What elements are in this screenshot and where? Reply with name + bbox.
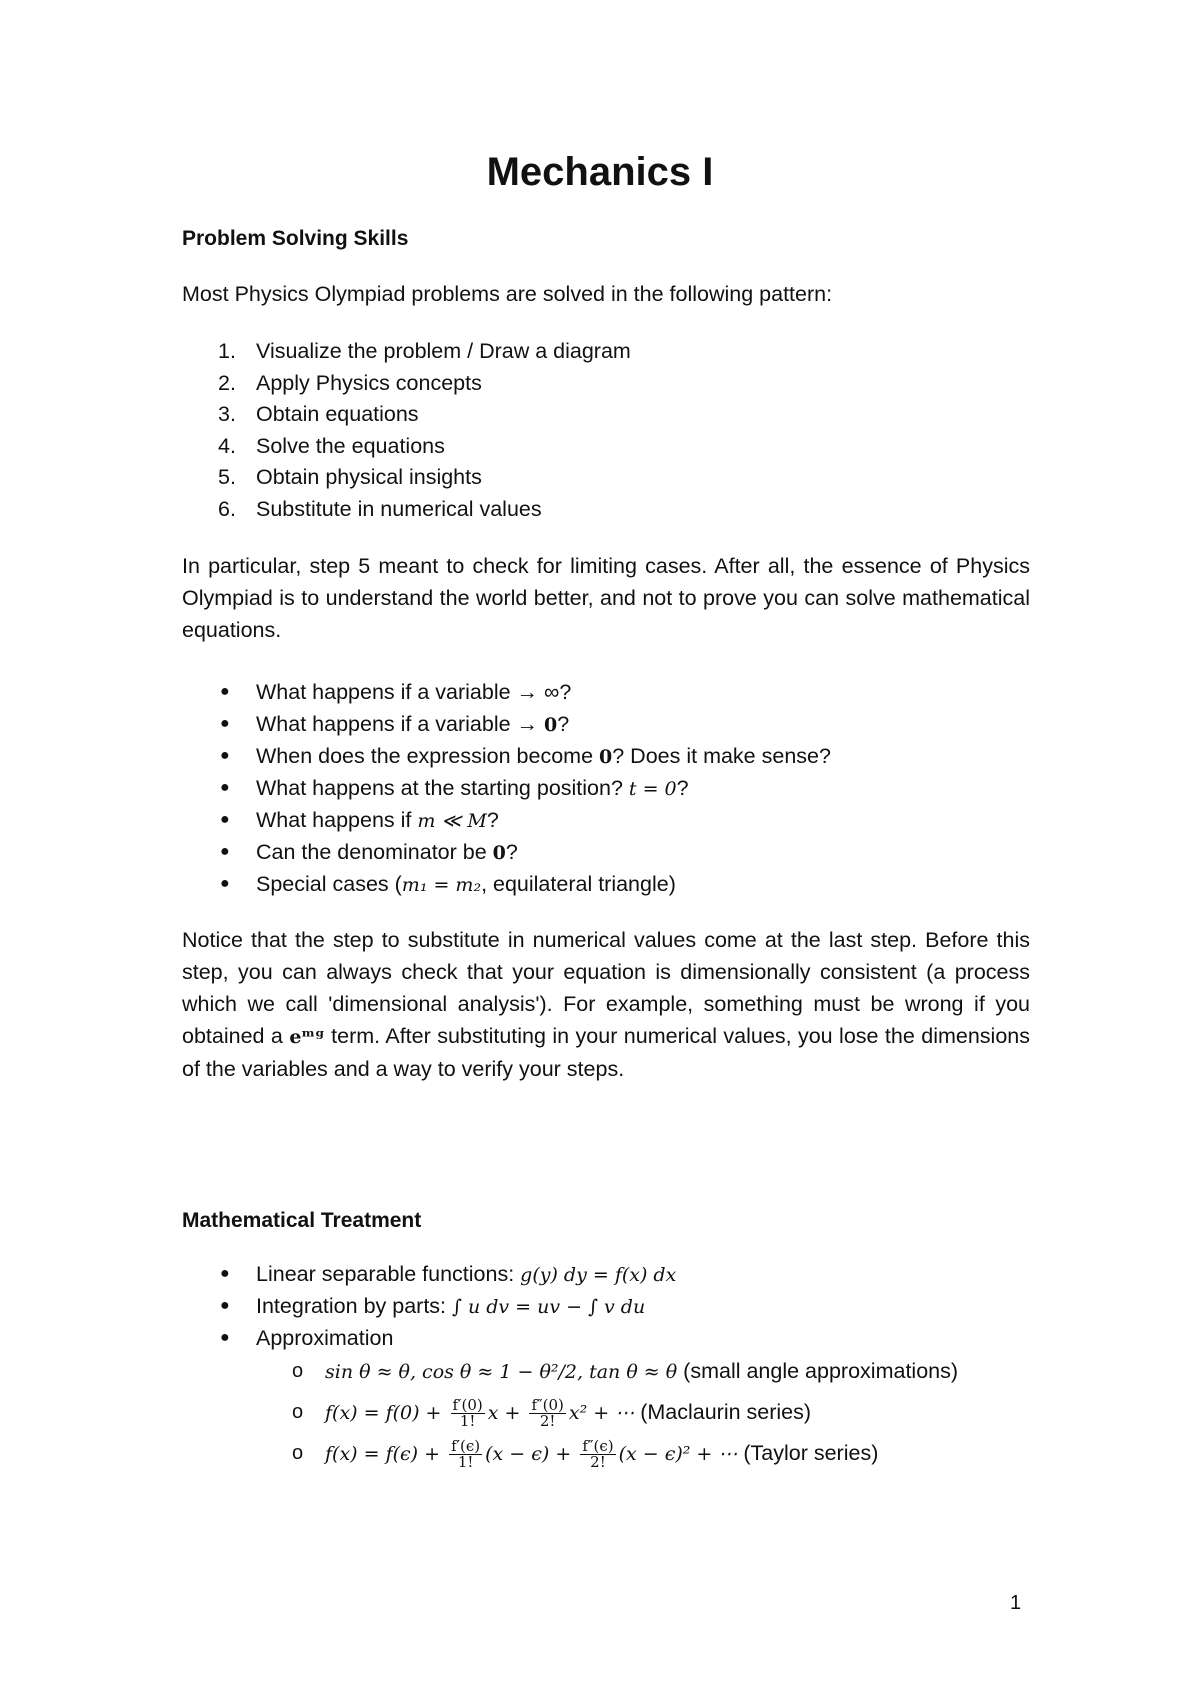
bullet-icon: ●: [220, 747, 230, 764]
list-item: ● What happens if m ≪ M?: [182, 804, 831, 836]
list-item: 6. Substitute in numerical values: [218, 496, 542, 521]
fraction: $\frac{f''(\epsilon)}{2!}$: [582, 1436, 614, 1471]
list-item: ● When does the expression become 0? Does it make sense?: [182, 740, 831, 772]
bullet-icon: ●: [220, 843, 230, 860]
list-item: 2. Apply Physics concepts: [218, 370, 482, 395]
bullet-icon: ●: [220, 715, 230, 732]
fraction: $\frac{f''(0)}{2!}$: [531, 1395, 564, 1430]
circle-bullet-icon: o: [292, 1360, 304, 1382]
fraction: $\frac{f'(\epsilon)}{1!}$: [451, 1436, 481, 1471]
bullet-icon: ●: [220, 683, 230, 700]
list-item: ● Linear separable functions: g(y) dy = f(x) dx: [182, 1258, 676, 1290]
list-item: ● Approximation: [182, 1322, 676, 1354]
page-title: Mechanics I: [486, 150, 714, 194]
list-item: 4. Solve the equations: [218, 433, 445, 458]
bullet-icon: ●: [220, 1297, 230, 1314]
intro-text: Most Physics Olympiad problems are solved in the following pattern:: [182, 282, 833, 306]
math-treatment-list: [182, 1258, 676, 1354]
bullet-icon: ●: [220, 811, 230, 828]
list-item: ● What happens if a variable → 0?: [182, 708, 831, 740]
list-item: ● Integration by parts: ∫ u dv = uv − ∫ v du: [182, 1290, 676, 1322]
list-item: ● Special cases (m₁ = m₂, equilateral triangle): [182, 868, 831, 900]
limiting-cases-list: [182, 676, 831, 900]
list-item: ● What happens at the starting position? t = 0?: [182, 772, 831, 804]
dimensional-analysis-paragraph: Notice that the step to substitute in numerical values come at the last step. Before this step, you can always check that your equation is dimensionally consistent (a process which we call 'dimensional analysis'). For example, something must be wrong if you obtained a eᵐᵍ term. After substituting in your numerical values, you lose the dimensions of the variables and a way to verify your steps.: [182, 928, 1030, 1081]
list-item: o f(x) = f(0) + $\frac{f'(0)}{1!}$ x + $\frac{f''(0)}{2!}$ x² + ⋯ (Maclaurin series): [182, 1392, 958, 1433]
bullet-icon: ●: [220, 779, 230, 796]
bullet-icon: ●: [220, 1329, 230, 1346]
section-heading-problem-solving: Problem Solving Skills: [182, 227, 409, 250]
list-item: o sin θ ≈ θ, cos θ ≈ 1 − θ²/2, tan θ ≈ θ (small angle approximations): [182, 1351, 958, 1392]
page-number: 1: [1010, 1592, 1022, 1614]
steps-list: [182, 336, 631, 525]
list-item: 1. Visualize the problem / Draw a diagram: [218, 339, 631, 363]
circle-bullet-icon: o: [292, 1401, 304, 1423]
list-item: ● Can the denominator be 0?: [182, 836, 831, 868]
list-item: o f(x) = f(ϵ) + $\frac{f'(\epsilon)}{1!}$ (x − ϵ) + $\frac{f''(\epsilon)}{2!}$ (x − ϵ)² + ⋯ (Taylor series): [182, 1433, 958, 1474]
section-heading-mathematical-treatment: Mathematical Treatment: [182, 1209, 422, 1232]
list-item: 3. Obtain equations: [218, 402, 419, 426]
list-item: 5. Obtain physical insights: [218, 465, 482, 489]
circle-bullet-icon: o: [292, 1442, 304, 1464]
approximation-sublist: [182, 1351, 958, 1474]
list-item: ● What happens if a variable → ∞?: [182, 676, 831, 708]
bullet-icon: ●: [220, 1265, 230, 1282]
limiting-cases-paragraph: In particular, step 5 meant to check for limiting cases. After all, the essence of Physics Olympiad is to understand the world better, and not to prove you can solve mathematical equations.: [182, 554, 1030, 642]
bullet-icon: ●: [220, 875, 230, 892]
fraction: $\frac{f'(0)}{1!}$: [452, 1395, 483, 1430]
